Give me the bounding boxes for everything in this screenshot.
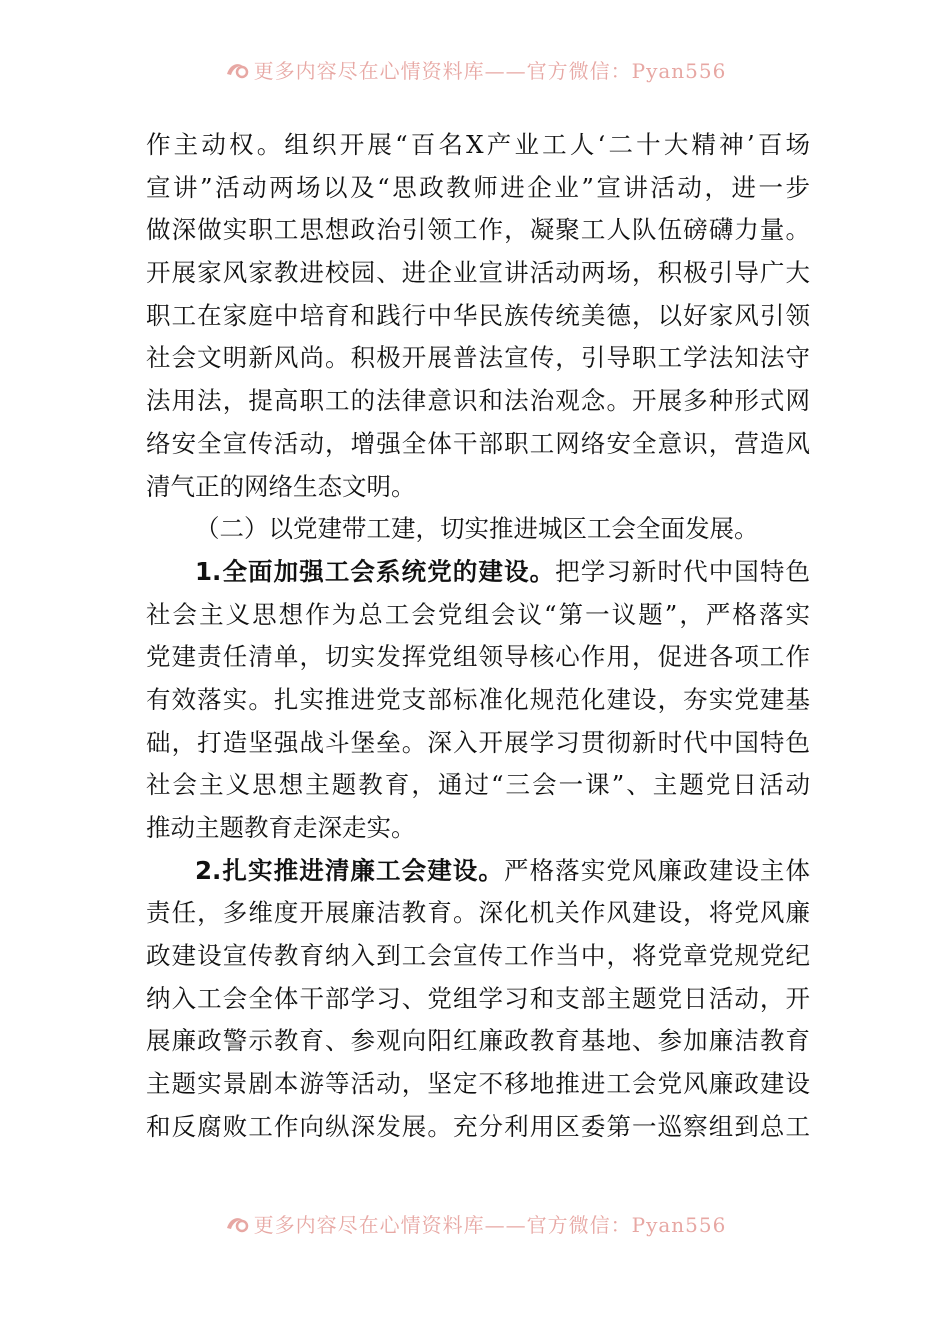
text-line <box>146 850 810 893</box>
text-line <box>146 551 810 594</box>
paragraph-party-building <box>146 551 810 850</box>
header-watermark <box>0 52 950 86</box>
paragraph-work-initiative <box>146 124 810 508</box>
text-line: 做深做实职工思想政治引领工作，凝聚工人队伍磅礴力量。 <box>146 215 810 245</box>
text-line: 作主动权。组织开展“百名X产业工人‘二十大精神’百场 <box>146 130 810 159</box>
text-line: 社会文明新风尚。积极开展普法宣传，引导职工学法知法守 <box>146 343 810 373</box>
text-line: 主题实景剧本游等活动，坚定不移地推进工会党风廉政建设 <box>146 1069 810 1099</box>
text-line: 展廉政警示教育、参观向阳红廉政教育基地、参加廉洁教育 <box>146 1026 810 1056</box>
text-line: 清气正的网络生态文明。 <box>146 471 416 501</box>
text-line: 础，打造坚强战斗堡垒。深入开展学习贯彻新时代中国特色 <box>146 727 810 757</box>
paragraph-clean-union <box>146 850 810 1149</box>
footer-watermark <box>0 1206 950 1240</box>
section-subheading: （二）以党建带工建，切实推进城区工会全面发展。 <box>195 514 759 544</box>
text-line: 开展家风家教进校园、进企业宣讲活动两场，积极引导广大 <box>146 258 810 288</box>
text-line: 社会主义思想作为总工会党组会议“第一议题”，严格落实 <box>146 599 810 629</box>
text-line: 职工在家庭中培育和践行中华民族传统美德，以好家风引领 <box>146 300 810 330</box>
text-line: 纳入工会全体干部学习、党组学习和支部主题党日活动，开 <box>146 983 810 1013</box>
text-line: 和反腐败工作向纵深发展。充分利用区委第一巡察组到总工 <box>146 1111 810 1141</box>
watermark-text: 更多内容尽在心情资料库——官方微信：Pyan556 <box>253 1212 727 1237</box>
text-line: 社会主义思想主题教育，通过“三会一课”、主题党日活动 <box>146 770 810 800</box>
text-line: 法用法，提高职工的法律意识和法治观念。开展多种形式网 <box>146 386 810 416</box>
watermark-logo-icon <box>224 58 250 80</box>
text-line: 有效落实。扎实推进党支部标准化规范化建设，夯实党建基 <box>146 684 810 714</box>
text-line: 责任，多维度开展廉洁教育。深化机关作风建设，将党风廉 <box>146 898 810 928</box>
item-heading-rest: 严格落实党风廉政建设主体 <box>503 855 810 885</box>
item-heading: 2.扎实推进清廉工会建设。 <box>195 855 504 885</box>
item-heading-rest: 把学习新时代中国特色 <box>555 556 810 586</box>
text-line: 宣讲”活动两场以及“思政教师进企业”宣讲活动，进一步 <box>146 172 810 202</box>
watermark-logo-icon <box>224 1212 250 1234</box>
text-line: 络安全宣传活动，增强全体干部职工网络安全意识，营造风 <box>146 428 810 458</box>
text-line: 党建责任清单，切实发挥党组领导核心作用，促进各项工作 <box>146 642 810 672</box>
text-line: 推动主题教育走深走实。 <box>146 813 416 842</box>
item-heading: 1.全面加强工会系统党的建设。 <box>195 556 556 586</box>
watermark-text: 更多内容尽在心情资料库——官方微信：Pyan556 <box>253 58 727 83</box>
text-line: 政建设宣传教育纳入到工会宣传工作当中，将党章党规党纪 <box>146 941 810 971</box>
document-body <box>146 124 810 1149</box>
